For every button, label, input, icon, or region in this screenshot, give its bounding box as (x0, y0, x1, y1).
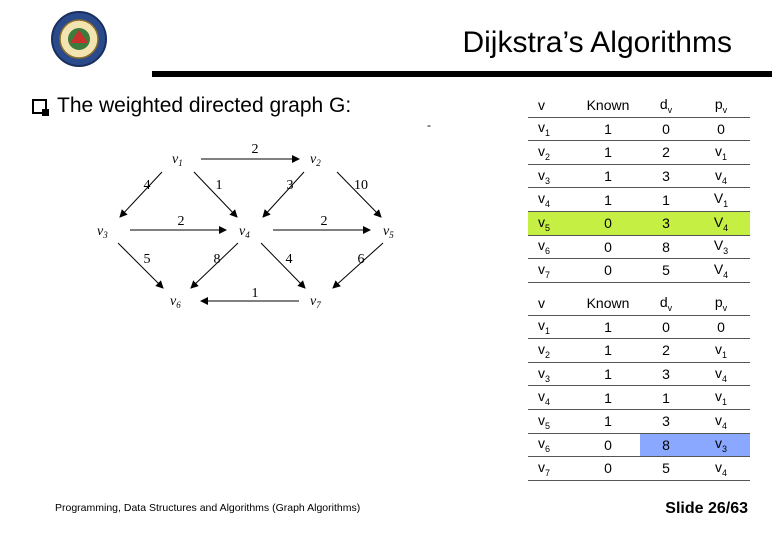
table-cell: 5 (640, 457, 692, 481)
table-cell: 8 (640, 433, 692, 457)
table-row (528, 433, 750, 457)
column-header: Known (576, 292, 640, 315)
slide-title: Dijkstra’s Algorithms (462, 26, 732, 59)
table-cell: $v_1$ (692, 141, 750, 165)
table-row (528, 386, 750, 410)
table-row (528, 164, 750, 188)
table-row (528, 141, 750, 165)
column-header: Known (576, 94, 640, 117)
table-row (528, 409, 750, 433)
table-cell: $v_7$ (528, 457, 576, 481)
table-cell: 3 (640, 164, 692, 188)
weight-v7-v6: 1 (251, 286, 259, 301)
table-cell: 1 (576, 164, 640, 188)
table-cell: $v_4$ (528, 188, 576, 212)
table-cell: $v_3$ (692, 433, 750, 457)
table-cell: 0 (576, 433, 640, 457)
course-footer: Programming, Data Structures and Algorithms (Graph Algorithms) (55, 502, 361, 514)
table-cell: 0 (692, 117, 750, 141)
table-cell: 1 (576, 315, 640, 339)
table-header-row (528, 94, 750, 117)
edge-v1-v3 (120, 172, 162, 217)
table-cell: 5 (640, 259, 692, 283)
edge-v3-v6 (118, 243, 163, 288)
column-header: v (528, 94, 576, 117)
table-cell: 1 (576, 117, 640, 141)
table-cell: 8 (640, 235, 692, 259)
weight-v2-v5: 10 (354, 178, 368, 193)
weight-v4-v5: 2 (320, 214, 328, 229)
weighted-directed-graph (85, 135, 425, 320)
weight-v1-v2: 2 (251, 142, 259, 157)
table-row (528, 188, 750, 212)
weight-v5-v7: 6 (357, 252, 365, 267)
table-cell: 1 (576, 339, 640, 363)
column-header: $d_v$ (640, 94, 692, 117)
column-header: $p_v$ (692, 292, 750, 315)
edge-v4-v7 (261, 243, 305, 288)
node-v4: $v_4$ (239, 224, 250, 240)
table-row (528, 457, 750, 481)
dijkstra-table-step-1 (528, 94, 750, 283)
title-divider (152, 71, 772, 77)
table-cell: 2 (640, 339, 692, 363)
intro-text: The weighted directed graph G: (57, 94, 352, 117)
table-cell: 0 (576, 211, 640, 235)
table-cell: 0 (576, 259, 640, 283)
node-v5: $v_5$ (383, 224, 394, 240)
table-row (528, 339, 750, 363)
slide-number: Slide 26/63 (665, 500, 748, 517)
bullet-icon (32, 99, 47, 114)
column-header: v (528, 292, 576, 315)
table-cell: 3 (640, 409, 692, 433)
table-cell: $v_3$ (528, 362, 576, 386)
table-row (528, 211, 750, 235)
table-cell: $V_1$ (692, 188, 750, 212)
weight-v4-v6: 8 (213, 252, 221, 267)
table-cell: $v_7$ (528, 259, 576, 283)
table-cell: $v_1$ (692, 339, 750, 363)
table-cell: $v_4$ (692, 362, 750, 386)
university-seal-logo (50, 10, 108, 68)
table-row (528, 259, 750, 283)
weight-v1-v4: 1 (215, 178, 223, 193)
table-cell: 0 (692, 315, 750, 339)
table-cell: 0 (576, 457, 640, 481)
table-cell: $v_4$ (692, 457, 750, 481)
table-cell: $v_6$ (528, 235, 576, 259)
weight-v1-v3: 4 (143, 178, 151, 193)
table-cell: $v_4$ (528, 386, 576, 410)
weight-v4-v7: 4 (285, 252, 293, 267)
stray-mark: - (427, 118, 431, 132)
table-cell: $v_1$ (692, 386, 750, 410)
table-cell: 3 (640, 362, 692, 386)
table-cell: $v_4$ (692, 164, 750, 188)
table-cell: 0 (576, 235, 640, 259)
table-row (528, 315, 750, 339)
table-row (528, 117, 750, 141)
table-cell: $v_1$ (528, 117, 576, 141)
table-cell: $v_6$ (528, 433, 576, 457)
table-row (528, 235, 750, 259)
table-cell: 0 (640, 117, 692, 141)
edge-v2-v4 (263, 172, 304, 217)
table-cell: 2 (640, 141, 692, 165)
node-v7: $v_7$ (310, 294, 321, 310)
table-row (528, 362, 750, 386)
table-header-row (528, 292, 750, 315)
table-cell: $V_4$ (692, 259, 750, 283)
table-cell: 3 (640, 211, 692, 235)
column-header: $d_v$ (640, 292, 692, 315)
table-cell: $v_2$ (528, 339, 576, 363)
table-cell: 1 (576, 362, 640, 386)
table-cell: $v_1$ (528, 315, 576, 339)
table-cell: $v_4$ (692, 409, 750, 433)
node-v1: $v_1$ (172, 152, 183, 168)
table-cell: 1 (576, 188, 640, 212)
table-cell: $V_4$ (692, 211, 750, 235)
weight-v2-v4: 3 (286, 178, 294, 193)
table-cell: 1 (640, 188, 692, 212)
column-header: $p_v$ (692, 94, 750, 117)
intro-bullet (32, 94, 351, 118)
table-cell: $v_3$ (528, 164, 576, 188)
weight-v3-v4: 2 (177, 214, 185, 229)
table-cell: 1 (576, 409, 640, 433)
weight-v3-v6: 5 (143, 252, 151, 267)
table-cell: 0 (640, 315, 692, 339)
node-v2: $v_2$ (310, 152, 321, 168)
table-cell: $v_2$ (528, 141, 576, 165)
node-v3: $v_3$ (97, 224, 108, 240)
table-cell: 1 (576, 141, 640, 165)
table-cell: 1 (640, 386, 692, 410)
table-cell: $V_3$ (692, 235, 750, 259)
table-cell: 1 (576, 386, 640, 410)
dijkstra-table-step-2 (528, 292, 750, 481)
table-cell: $v_5$ (528, 409, 576, 433)
node-v6: $v_6$ (170, 294, 181, 310)
table-cell: $v_5$ (528, 211, 576, 235)
